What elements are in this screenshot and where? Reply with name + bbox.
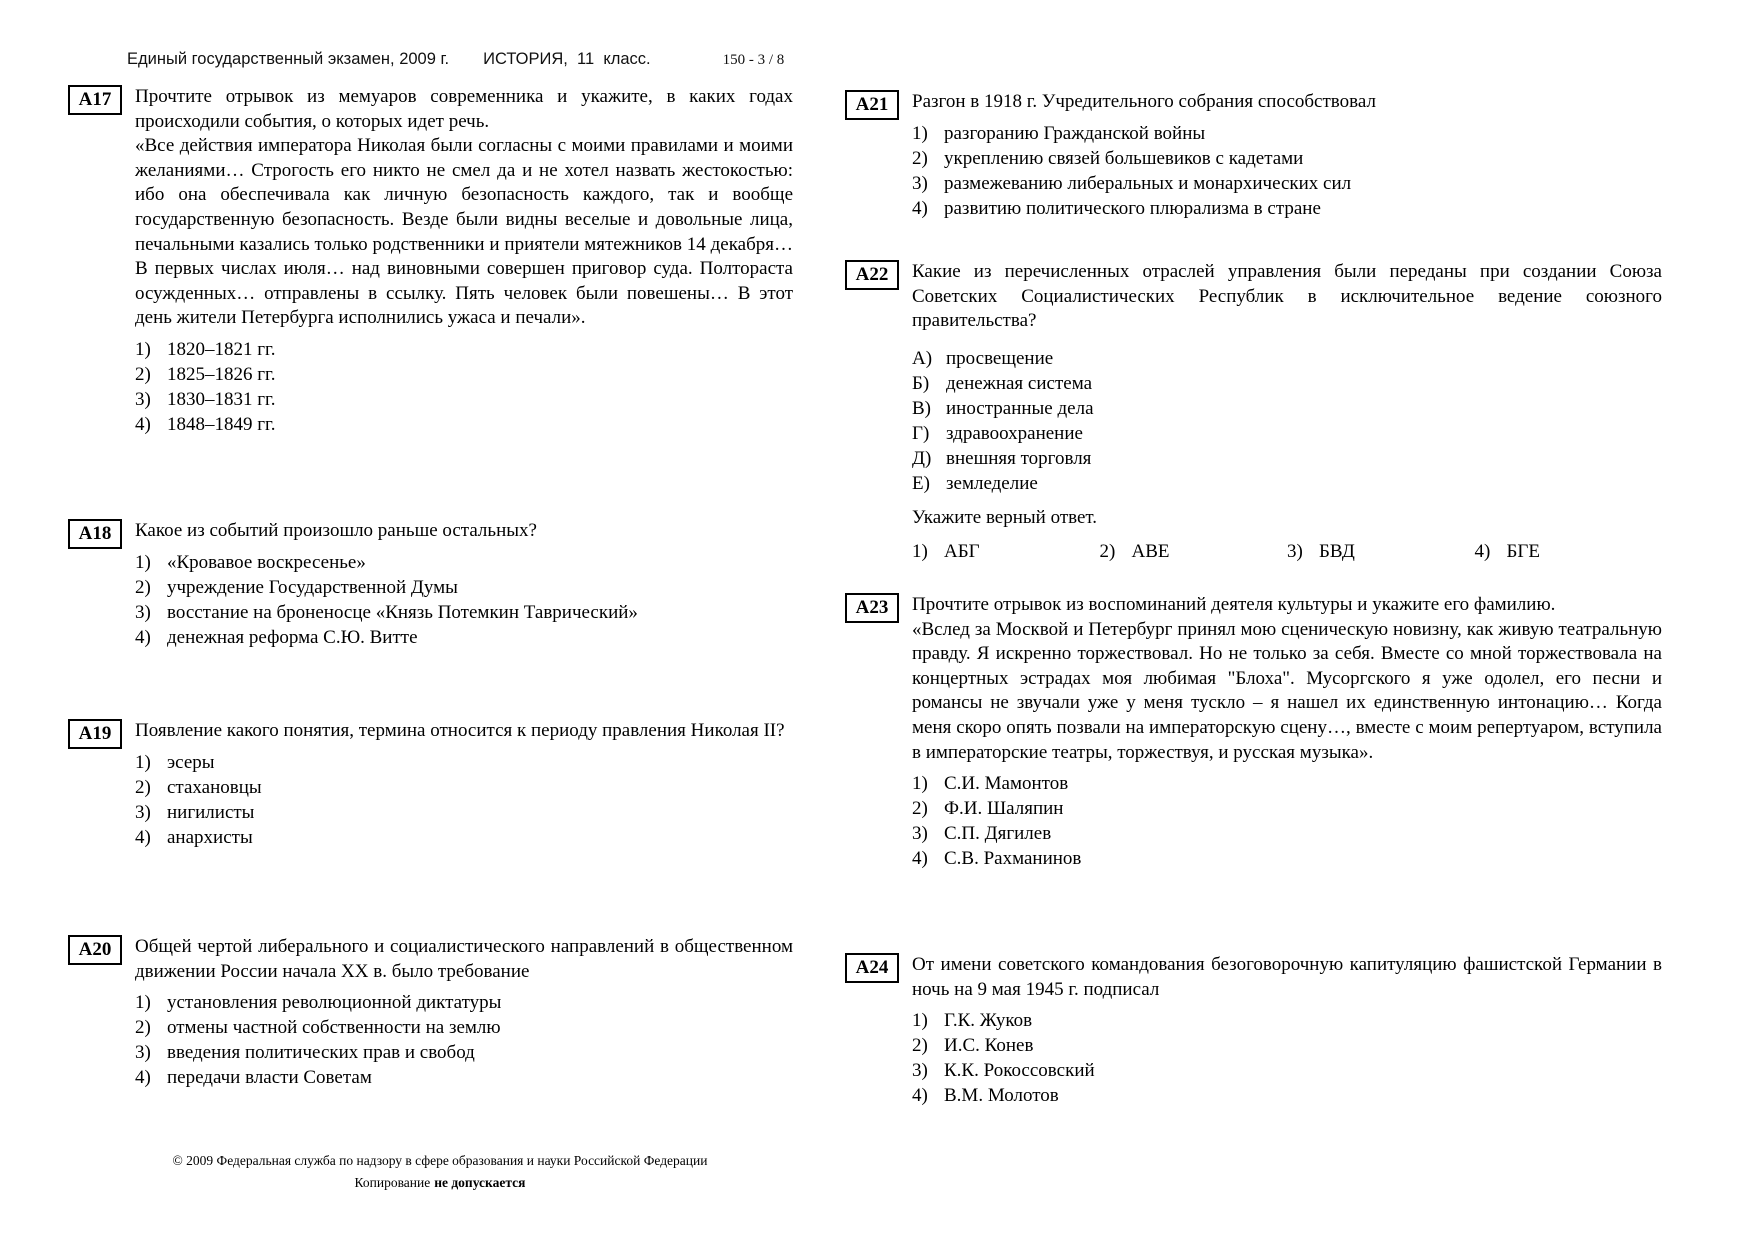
option-text: стахановцы [167, 776, 262, 798]
answer-variant [1475, 539, 1663, 564]
option-letter: А) [912, 347, 933, 369]
option-number: 4) [135, 413, 151, 435]
option-text: развитию политического плюрализма в стране [944, 197, 1321, 219]
question-a23-label: A23 [845, 593, 899, 623]
question-a21 [845, 90, 1662, 221]
question-a17-quote: «Все действия императора Николая были согласны с моими правилами и моими желаниями… Строгость его никто не смел да и не хотел назвать жестокостью: ибо она обеспечивала как личную безопасность каждого, так и вообще государственную безопасность. Везде были видны веселые и довольные лица, печальными казались только родственники и приятели мятежников 14 декабря… В первых числах июля… над виновными совершен приговор суда. Полтораста осужденных… отправлены в ссылку. Пять человек были повешены… В этот день жители Петербурга исполнились ужаса и печали». [135, 135, 793, 329]
question-a22-lettered-options [912, 346, 1662, 496]
option-number: 1) [912, 122, 928, 144]
option-letter: Б) [912, 372, 930, 394]
question-a21-options [912, 121, 1662, 221]
option-row [912, 171, 1662, 196]
question-a23-options [912, 771, 1662, 871]
option-text: разгоранию Гражданской войны [944, 122, 1206, 144]
option-text: внешняя торговля [946, 447, 1092, 469]
option-number: 4) [135, 826, 151, 848]
option-text: Г.К. Жуков [944, 1010, 1033, 1032]
option-number: 4) [135, 626, 151, 648]
option-text: БВД [1319, 540, 1355, 562]
option-text: 1825–1826 гг. [167, 363, 276, 385]
page-header [127, 50, 784, 69]
option-row [135, 412, 793, 437]
option-text: введения политических прав и свобод [167, 1042, 475, 1064]
footer-copy-warning-normal: Копирование [354, 1175, 431, 1190]
option-row [912, 796, 1662, 821]
option-number: 1) [135, 751, 151, 773]
option-number: 4) [135, 1067, 151, 1089]
lettered-option-row [912, 446, 1662, 471]
option-number: 1) [912, 1010, 928, 1032]
header-page-number: 150 - 3 / 8 [722, 52, 785, 68]
option-row [135, 600, 793, 625]
question-a23-quote: «Вслед за Москвой и Петербург принял мою сценическую новизну, как живую театральную правду. Я искренно торжествовал. Но не только за себя. Вместе со мной торжествовала на концертных эстрадах моя любимая "Блоха". Мусоргского я уже одолел, его песни и романсы не звучали уже у меня тускло – я нашел их единственную интонацию… Когда меня скоро опять позвали на императорскую сцену…, вместе с моим репертуаром, вступила в императорские театры, торжествуя, и русская музыка». [912, 618, 1662, 763]
option-row [135, 990, 793, 1015]
footer-copy-warning-bold: не допускается [434, 1175, 526, 1190]
lettered-option-row [912, 346, 1662, 371]
question-a18-text: Какое из событий произошло раньше остальных? [135, 520, 537, 541]
option-row [135, 825, 793, 850]
option-text: укреплению связей большевиков с кадетами [944, 147, 1304, 169]
option-number: 2) [135, 576, 151, 598]
answer-variant [1100, 539, 1288, 564]
footer-copyright: © 2009 Федеральная служба по надзору в сфере образования и науки Российской Федерации [172, 1153, 708, 1168]
option-text: Ф.И. Шаляпин [944, 798, 1064, 820]
answer-variant [1287, 539, 1475, 564]
option-row [135, 775, 793, 800]
question-a18-options [135, 550, 793, 650]
answer-variant [912, 539, 1100, 564]
option-text: 1830–1831 гг. [167, 388, 276, 410]
option-text: земледелие [946, 472, 1038, 494]
option-number: 2) [135, 363, 151, 385]
question-a17-label: A17 [68, 85, 122, 115]
option-text: С.В. Рахманинов [944, 848, 1082, 870]
question-a24-text: От имени советского командования безоговорочную капитуляцию фашистской Германии в ночь на 9 мая 1945 г. подписал [912, 954, 1662, 1000]
option-letter: Г) [912, 422, 930, 444]
question-a20-label: A20 [68, 935, 122, 965]
option-text: денежная реформа С.Ю. Витте [167, 626, 418, 648]
option-text: размежеванию либеральных и монархических сил [944, 172, 1352, 194]
question-a24 [845, 953, 1662, 1108]
option-row [912, 146, 1662, 171]
option-text: передачи власти Советам [167, 1067, 372, 1089]
question-a21-label: A21 [845, 90, 899, 120]
header-subject: ИСТОРИЯ, 11 класс. [483, 50, 651, 68]
option-text: С.И. Мамонтов [944, 773, 1069, 795]
page-footer [75, 1150, 805, 1194]
option-row [135, 750, 793, 775]
option-text: нигилисты [167, 801, 255, 823]
option-text: установления революционной диктатуры [167, 992, 502, 1014]
option-number: 3) [135, 1042, 151, 1064]
option-row [912, 196, 1662, 221]
question-a18-label: A18 [68, 519, 122, 549]
question-a17-options [135, 337, 793, 437]
option-letter: Е) [912, 472, 930, 494]
option-number: 2) [912, 798, 928, 820]
option-number: 3) [135, 801, 151, 823]
option-text: учреждение Государственной Думы [167, 576, 458, 598]
option-text: отмены частной собственности на землю [167, 1017, 501, 1039]
answer-choices-note: Укажите верный ответ. [912, 506, 1098, 528]
question-a22-answers [912, 539, 1662, 564]
option-row [135, 1065, 793, 1090]
option-row [912, 1008, 1662, 1033]
question-a17-text: Прочтите отрывок из мемуаров современника и укажите, в каких годах происходили события, о которых идет речь. [135, 86, 793, 132]
option-row [912, 1083, 1662, 1108]
question-a19-options [135, 750, 793, 850]
option-text: денежная система [946, 372, 1093, 394]
option-text: В.М. Молотов [944, 1085, 1059, 1107]
option-number: 3) [135, 388, 151, 410]
question-a22-text: Какие из перечисленных отраслей управления были переданы при создании Союза Советских Социалистических Республик в исключительное ведение союзного правительства? [912, 261, 1662, 332]
question-a17 [68, 85, 793, 437]
question-a22 [845, 260, 1662, 564]
option-letter: В) [912, 397, 931, 419]
option-text: «Кровавое воскресенье» [167, 551, 366, 573]
option-text: иностранные дела [946, 397, 1094, 419]
option-text: 1848–1849 гг. [167, 413, 276, 435]
question-a20-text: Общей чертой либерального и социалистического направлений в общественном движении России начала XX в. было требование [135, 936, 793, 982]
option-text: БГЕ [1506, 540, 1541, 562]
option-number: 4) [1474, 540, 1491, 562]
option-row [912, 821, 1662, 846]
option-row [912, 846, 1662, 871]
option-row [135, 362, 793, 387]
header-exam-title: Единый государственный экзамен, 2009 г. [127, 50, 450, 68]
question-a18 [68, 519, 793, 650]
option-number: 1) [912, 773, 928, 795]
option-number: 4) [912, 197, 928, 219]
question-a24-label: A24 [845, 953, 899, 983]
question-a20-options [135, 990, 793, 1090]
option-row [135, 337, 793, 362]
question-a22-label: A22 [845, 260, 899, 290]
question-a23-text: Прочтите отрывок из воспоминаний деятеля культуры и укажите его фамилию. [912, 594, 1556, 615]
question-a19 [68, 719, 793, 850]
lettered-option-row [912, 371, 1662, 396]
option-number: 2) [912, 1035, 928, 1057]
option-number: 3) [912, 823, 928, 845]
option-row [912, 771, 1662, 796]
option-text: эсеры [167, 751, 215, 773]
option-row [135, 625, 793, 650]
question-a20 [68, 935, 793, 1090]
option-row [135, 1015, 793, 1040]
footer-copy-warning [75, 1172, 805, 1194]
option-row [135, 1040, 793, 1065]
option-number: 2) [135, 776, 151, 798]
question-a19-label: A19 [68, 719, 122, 749]
option-number: 2) [912, 147, 928, 169]
option-row [135, 575, 793, 600]
option-text: здравоохранение [946, 422, 1083, 444]
option-number: 3) [912, 172, 928, 194]
option-number: 1) [135, 992, 151, 1014]
option-text: С.П. Дягилев [944, 823, 1052, 845]
option-number: 4) [912, 848, 928, 870]
question-a24-options [912, 1008, 1662, 1108]
option-row [912, 121, 1662, 146]
question-a21-text: Разгон в 1918 г. Учредительного собрания способствовал [912, 91, 1376, 112]
lettered-option-row [912, 471, 1662, 496]
option-text: К.К. Рокоссовский [944, 1060, 1095, 1082]
option-text: АБГ [944, 540, 980, 562]
option-row [912, 1033, 1662, 1058]
option-text: 1820–1821 гг. [167, 338, 276, 360]
question-a19-text: Появление какого понятия, термина относится к периоду правления Николая II? [135, 720, 785, 741]
question-a23 [845, 593, 1662, 871]
option-number: 3) [1287, 540, 1303, 562]
lettered-option-row [912, 396, 1662, 421]
option-text: АВЕ [1131, 540, 1170, 562]
option-text: анархисты [167, 826, 253, 848]
option-row [135, 800, 793, 825]
option-number: 2) [1099, 540, 1116, 562]
lettered-option-row [912, 421, 1662, 446]
option-text: восстание на броненосце «Князь Потемкин Таврический» [167, 601, 638, 623]
option-text: И.С. Конев [944, 1035, 1034, 1057]
option-letter: Д) [912, 447, 932, 469]
option-number: 4) [912, 1085, 928, 1107]
option-number: 2) [135, 1017, 151, 1039]
option-row [135, 387, 793, 412]
option-number: 3) [135, 601, 151, 623]
option-row [135, 550, 793, 575]
option-text: просвещение [946, 347, 1054, 369]
option-row [912, 1058, 1662, 1083]
option-number: 1) [912, 540, 928, 562]
option-number: 1) [135, 551, 151, 573]
option-number: 3) [912, 1060, 928, 1082]
option-number: 1) [135, 338, 151, 360]
